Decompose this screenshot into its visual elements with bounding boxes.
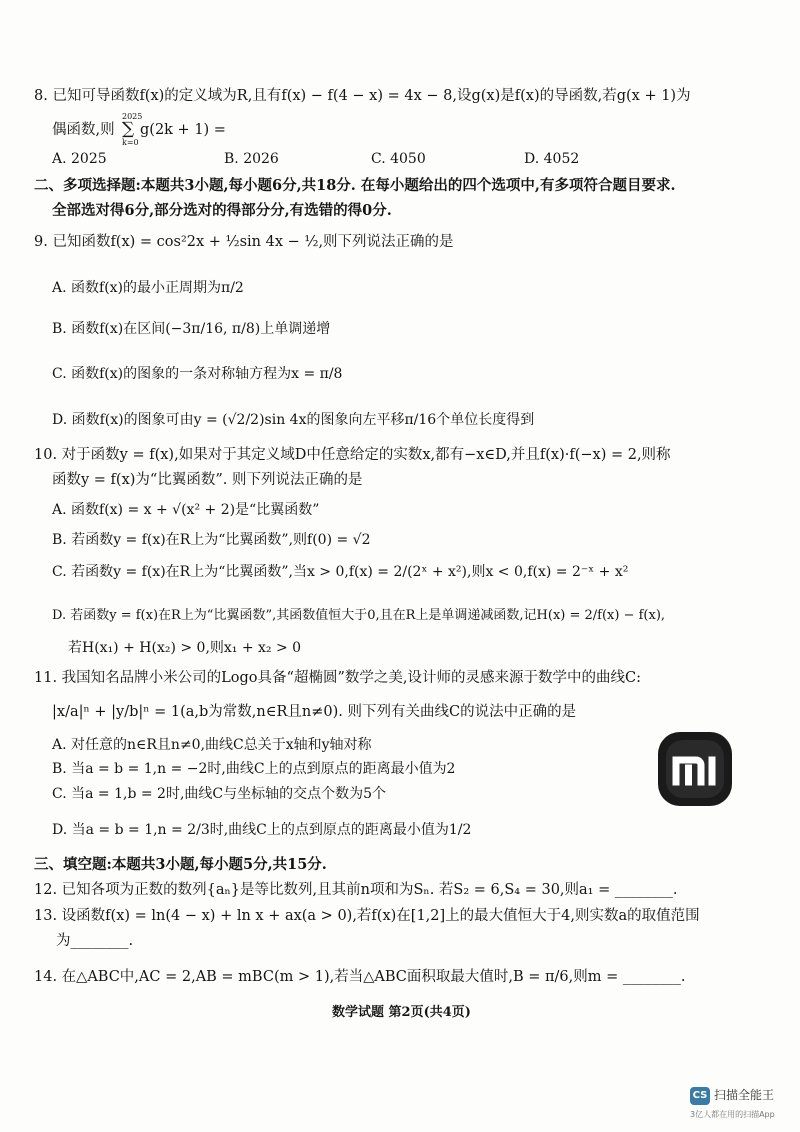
q9-option-b: B. 函数f(x)在区间(−3π/16, π/8)上单调递增 (52, 321, 331, 337)
q10-option-c: C. 若函数y = f(x)在R上为“比翼函数”,当x > 0,f(x) = 2/(2ˣ + x²),则x < 0,f(x) = 2⁻ˣ + x² (52, 564, 629, 580)
q11-line2: |x/a|ⁿ + |y/b|ⁿ = 1(a,b为常数,n∈R且n≠0). 则下列有关曲线C的说法中正确的是 (52, 704, 577, 720)
q8-line2-end: g(2k + 1) = (140, 122, 226, 138)
camscanner-tagline: 3亿人都在用的扫描App (690, 1110, 775, 1119)
page-footer: 数学试题 第2页(共4页) (332, 1005, 471, 1020)
q10-option-d-line2: 若H(x₁) + H(x₂) > 0,则x₁ + x₂ > 0 (68, 640, 302, 656)
q8-line2-start: 偶函数,则 (52, 122, 115, 138)
q13-line1: 13. 设函数f(x) = ln(4 − x) + ln x + ax(a > 0),若f(x)在[1,2]上的最大值恒大于4,则实数a的取值范围 (34, 908, 700, 924)
q12-text: 12. 已知各项为正数的数列{aₙ}是等比数列,且其前n项和为Sₙ. 若S₂ = 6,S₄ = 30,则a₁ = ________. (34, 882, 678, 898)
q10-option-a: A. 函数f(x) = x + √(x² + 2)是“比翼函数” (52, 502, 320, 518)
xiaomi-mi-icon (666, 740, 724, 798)
q8-line1: 8. 已知可导函数f(x)的定义域为R,且有f(x) − f(4 − x) = 4x − 8,设g(x)是f(x)的导函数,若g(x + 1)为 (34, 88, 691, 104)
q10-line1: 10. 对于函数y = f(x),如果对于其定义域D中任意给定的实数x,都有−x∈D,并且f(x)·f(−x) = 2,则称 (34, 447, 671, 463)
q11-option-d: D. 当a = b = 1,n = 2/3时,曲线C上的点到原点的距离最小值为1/2 (52, 822, 472, 838)
q8-sum-upper: 2025 (122, 112, 143, 121)
q11-option-b: B. 当a = b = 1,n = −2时,曲线C上的点到原点的距离最小值为2 (52, 761, 456, 777)
q13-line2: 为________. (56, 933, 134, 949)
section2-title: 二、多项选择题:本题共3小题,每小题6分,共18分. 在每小题给出的四个选项中,有多项符合题目要求. (34, 177, 676, 194)
q8-option-c: C. 4050 (371, 151, 426, 167)
q10-option-d-line1: D. 若函数y = f(x)在R上为“比翼函数”,其函数值恒大于0,且在R上是单调递减函数,记H(x) = 2/f(x) − f(x), (52, 608, 666, 623)
section2-instructions: 全部选对得6分,部分选对的得部分分,有选错的得0分. (52, 202, 392, 219)
xiaomi-logo (658, 732, 732, 806)
q10-line2: 函数y = f(x)为“比翼函数”. 则下列说法正确的是 (52, 472, 363, 488)
xiaomi-logo-squircle (666, 740, 724, 798)
q8-sum-symbol: ∑ (122, 119, 135, 139)
camscanner-icon: CS (690, 1087, 710, 1105)
q8-option-a: A. 2025 (52, 151, 107, 167)
q9-option-a: A. 函数f(x)的最小正周期为π/2 (52, 280, 244, 296)
section3-title: 三、填空题:本题共3小题,每小题5分,共15分. (34, 856, 327, 873)
q11-option-a: A. 对任意的n∈R且n≠0,曲线C总关于x轴和y轴对称 (52, 737, 372, 753)
q9-stem: 9. 已知函数f(x) = cos²2x + ½sin 4x − ½,则下列说法正确的是 (34, 234, 454, 250)
q8-sum-lower: k=0 (122, 138, 139, 147)
q8-option-d: D. 4052 (524, 151, 580, 167)
q11-option-c: C. 当a = 1,b = 2时,曲线C与坐标轴的交点个数为5个 (52, 786, 387, 802)
q11-line1: 11. 我国知名品牌小米公司的Logo具备“超椭圆”数学之美,设计师的灵感来源于数学中的曲线C: (34, 670, 641, 686)
q10-option-b: B. 若函数y = f(x)在R上为“比翼函数”,则f(0) = √2 (52, 532, 371, 548)
q14-text: 14. 在△ABC中,AC = 2,AB = mBC(m > 1),若当△ABC面积取最大值时,B = π/6,则m = ________. (34, 969, 686, 985)
q8-option-b: B. 2026 (224, 151, 279, 167)
camscanner-name: 扫描全能王 (714, 1088, 775, 1102)
q9-option-d: D. 函数f(x)的图象可由y = (√2/2)sin 4x的图象向左平移π/16个单位长度得到 (52, 412, 535, 428)
q9-option-c: C. 函数f(x)的图象的一条对称轴方程为x = π/8 (52, 366, 343, 382)
